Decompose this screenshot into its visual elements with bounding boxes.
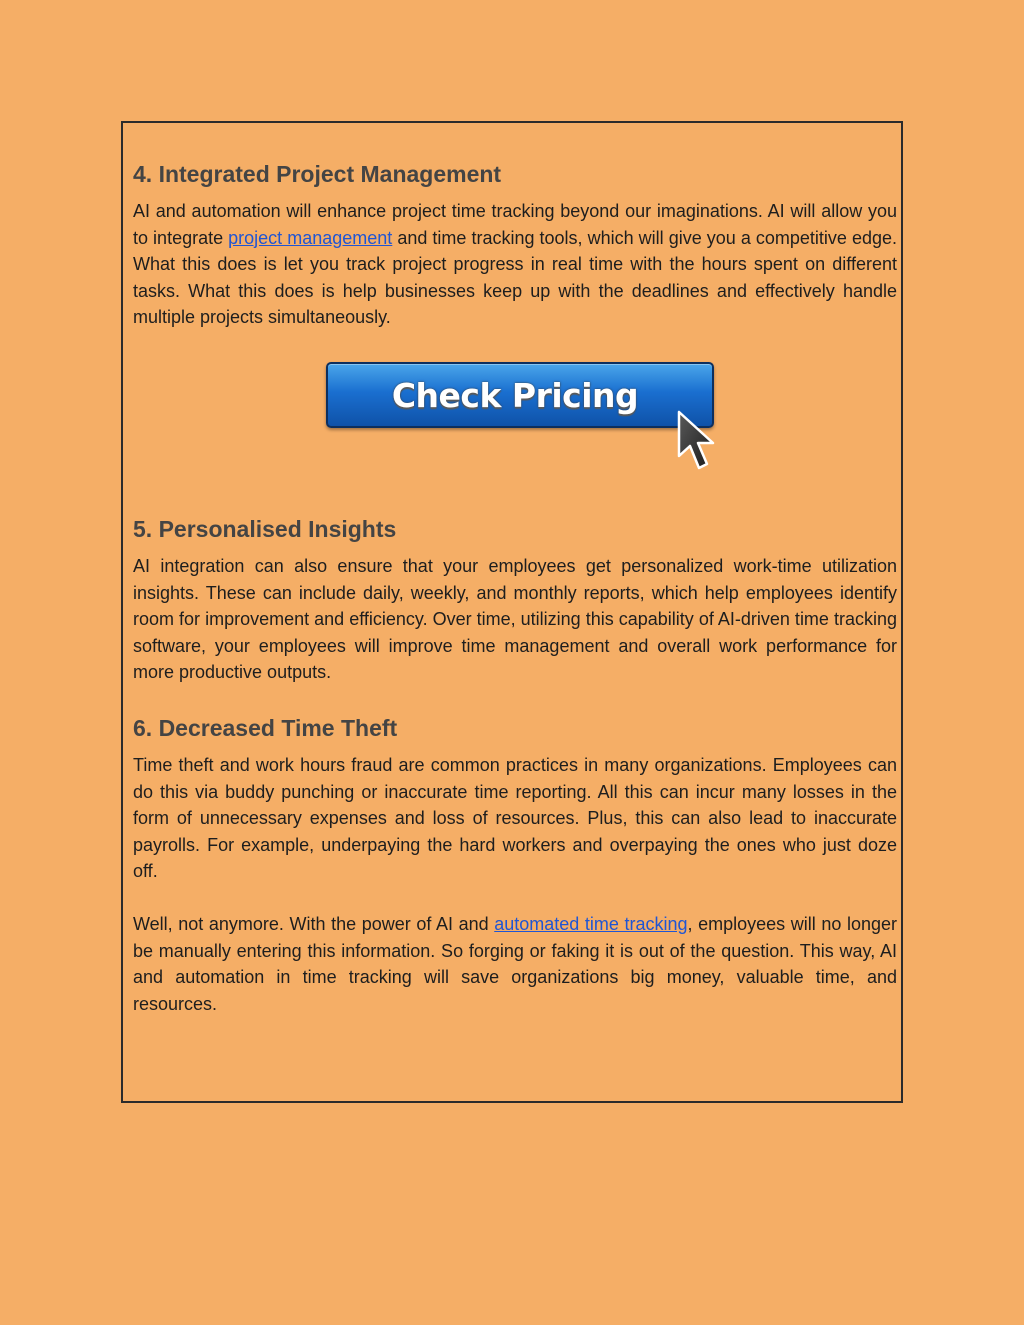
section-paragraph-automated-tracking [133,911,897,1017]
content-frame [121,121,903,1103]
check-pricing-banner [326,362,726,477]
automated-time-tracking-link[interactable]: automated time tracking [494,914,688,934]
section-heading-integrated-project-management: 4. Integrated Project Management [133,161,502,187]
section-paragraph-integrated-project-management [133,198,897,331]
section-paragraph-personalised-insights: AI integration can also ensure that your employees get personalized work-time utilization insights. These can include daily, weekly, and monthly reports, which help employees identify room for improvement and efficiency. Over time, utilizing this capability of AI-driven time tracking software, your employees will improve time management and overall work performance for more productive outputs. [133,556,897,683]
section-heading-personalised-insights: 5. Personalised Insights [133,516,397,542]
section-heading-decreased-time-theft: 6. Decreased Time Theft [133,715,398,741]
paragraph-text: AI and automation will enhance project time tracking beyond our imaginations. AI will allow you to integrate [133,201,897,248]
project-management-link[interactable]: project management [228,227,393,248]
section-paragraph-decreased-time-theft: Time theft and work hours fraud are common practices in many organizations. Employees can do this via buddy punching or inaccurate time reporting. All this can incur many losses in the form of unnecessary expenses and loss of resources. Plus, this can also lead to inaccurate payrolls. For example, underpaying the hard workers and overpaying the ones who just doze off. [133,755,897,882]
paragraph-text: Well, not anymore. With the power of AI and [133,914,495,934]
paragraph-text: , employees will no longer be manually entering this information. So forging or faking it is out of the question. This way, AI and automation in time tracking will save organizations big money, valuable time, and resources. [133,914,898,1014]
check-pricing-button[interactable] [326,362,714,428]
mouse-pointer-icon [676,410,718,472]
check-pricing-label: Check Pricing [391,375,639,415]
paragraph-text: and time tracking tools, which will give you a competitive edge. What this does is let you track project progress in real time with the hours spent on different tasks. What this does is help businesses keep up with the deadlines and effectively handle multiple projects simultaneously. [133,227,898,328]
